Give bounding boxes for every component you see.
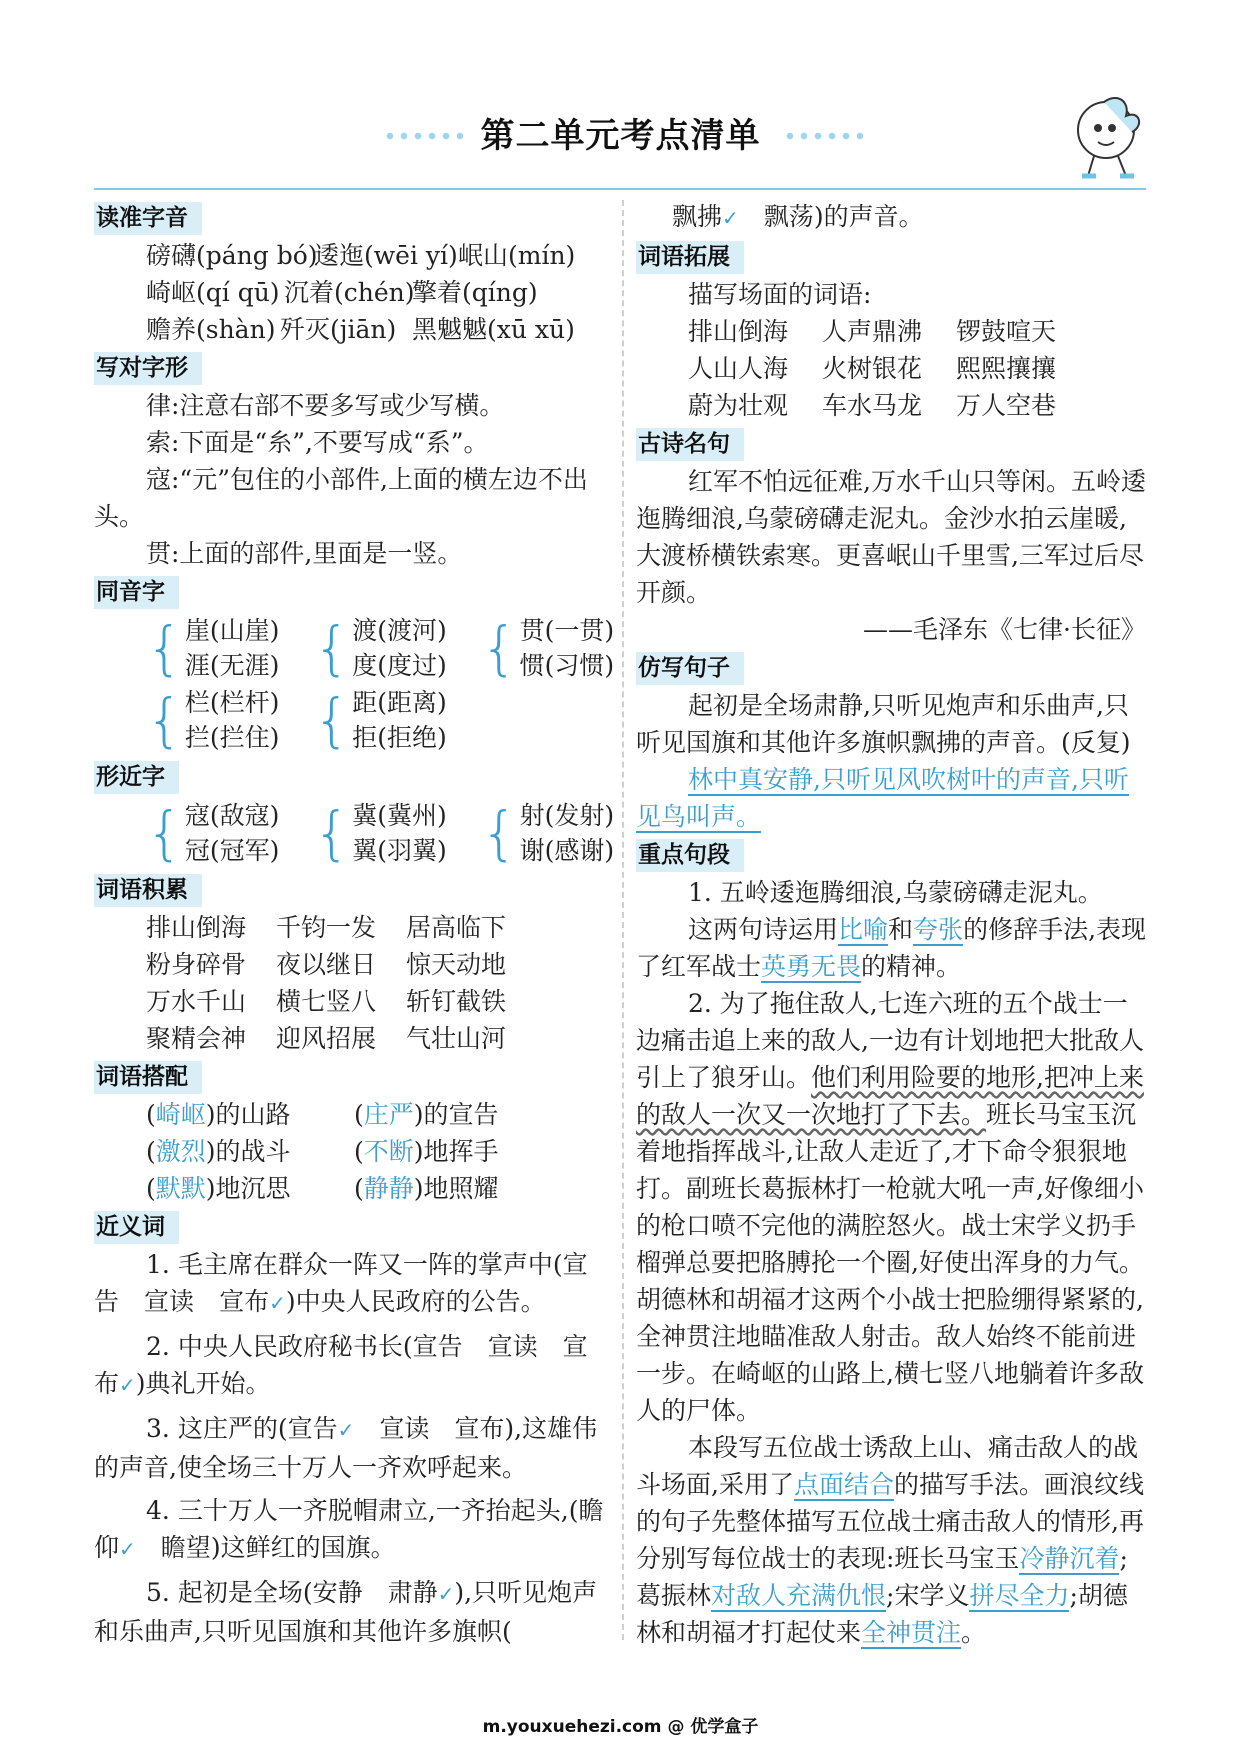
- synonym-item: 3. 这庄严的(宣告✓ 宣读 宣布),这雄伟的声音,使全场三十万人一齐欢呼起来。: [94, 1414, 598, 1482]
- check-mark-icon: ✓: [437, 1582, 455, 1606]
- check-mark-icon: ✓: [337, 1418, 355, 1442]
- section-heading-homophones: 同音字: [94, 576, 179, 609]
- word-expansion-row: 人山人海 火树银花 熙熙攘攘: [688, 354, 1057, 383]
- section-heading-imitation: 仿写句子: [636, 652, 744, 685]
- similar-char-group: [146, 798, 615, 868]
- synonym-continuation: 飘拂✓ 飘荡)的声音。: [672, 202, 924, 231]
- pronunciation-row: 崎岖(qí qū) 沉着(chén)擎着(qíng): [146, 278, 538, 307]
- synonym-item: 2. 中央人民政府秘书长(宣告 宣读 宣布✓)典礼开始。: [94, 1332, 588, 1398]
- section-heading-pronunciation: 读准字音: [94, 202, 202, 235]
- section-heading-classic-poems: 古诗名句: [636, 428, 744, 461]
- collocation-row: (默默)地沉思 (静静)地照耀: [146, 1174, 499, 1203]
- imitation-prompt: 起初是全场肃静,只听见炮声和乐曲声,只听见国旗和其他许多旗帜飘拂的声音。(反复): [636, 691, 1131, 757]
- pronunciation-row: 磅礴(páng bó)逶迤(wēi yí)岷山(mín): [146, 241, 576, 270]
- synonym-exercises: [94, 1246, 610, 1650]
- column-separator: [622, 200, 624, 1640]
- pronunciation-row: 赡养(shàn) 歼灭(jiān) 黑魆魆(xū xū): [146, 315, 575, 344]
- right-column: [636, 198, 1146, 1651]
- section-heading-vocabulary: 词语积累: [94, 874, 202, 907]
- word-expansion-row: 蔚为壮观 车水马龙 万人空巷: [688, 391, 1057, 420]
- section-heading-collocations: 词语搭配: [94, 1061, 202, 1094]
- key-passage-2-analysis: 本段写五位战士诱敌上山、痛击敌人的战斗场面,采用了点面结合的描写手法。画浪纹线的句子先整体描写五位战士痛击敌人的情形,再分别写每位战士的表现:班长马宝玉冷静沉着;葛振林对敌人充满仇恨;宋学义拼尽全力;胡德林和胡福才打起仗来全神贯注。: [636, 1433, 1144, 1647]
- section-heading-glyphs: 写对字形: [94, 352, 202, 385]
- brace-pair: { 崖(山崖) 涯(无涯): [146, 614, 280, 682]
- key-passage-2: 2. 为了拖住敌人,七连六班的五个战士一边痛击追上来的敌人,一边有计划地把大批敌人引上了狼牙山。他们利用险要的地形,把冲上来的敌人一次又一次地打了下去。班长马宝玉沉着地指挥战斗,让敌人走近了,才下命令狠狠地打。副班长葛振林打一枪就大吼一声,好像细小的枪口喷不完他的满腔怒火。战士宋学义扔手榴弹总要把胳膊抡一个圈,好使出浑身的力气。胡德林和胡福才这两个小战士把脸绷得紧紧的,全神贯注地瞄准敌人射击。敌人始终不能前进一步。在崎岖的山路上,横七竖八地躺着许多敌人的尸体。: [636, 989, 1144, 1425]
- pronunciation-list: [94, 237, 610, 348]
- collocation-row: (崎岖)的山路 (庄严)的宣告: [146, 1100, 499, 1129]
- brace-pair: { 渡(渡河) 度(度过): [313, 614, 447, 682]
- collocation-row: (激烈)的战斗 (不断)地挥手: [146, 1137, 499, 1166]
- footer-watermark: m.youxuehezi.com @ 优学盒子: [482, 1717, 759, 1737]
- vocabulary-row: 聚精会神 迎风招展 气壮山河: [146, 1024, 507, 1053]
- synonym-item: 1. 毛主席在群众一阵又一阵的掌声中(宣告 宣读 宣布✓)中央人民政府的公告。: [94, 1250, 588, 1316]
- section-heading-word-expansion: 词语拓展: [636, 241, 744, 274]
- brace-pair: { 贯(一贯) 惯(习惯): [480, 614, 615, 682]
- glyph-note: 律:注意右部不要多写或少写横。: [146, 391, 505, 420]
- section-heading-key-passages: 重点句段: [636, 839, 744, 872]
- brace-pair: { 冀(冀州) 翼(羽翼): [313, 799, 447, 867]
- brace-pair: { 距(距离) 拒(拒绝): [313, 686, 447, 754]
- brace-pair: { 射(发射) 谢(感谢): [480, 799, 615, 867]
- glyph-note: 贯:上面的部件,里面是一竖。: [146, 539, 463, 568]
- glyph-note: 寇:“元”包住的小部件,上面的横左边不出头。: [94, 465, 588, 531]
- brace-pair: { 寇(敌寇) 冠(冠军): [146, 799, 280, 867]
- left-column: [94, 198, 615, 1650]
- key-passage-1: 1. 五岭逶迤腾细浪,乌蒙磅礴走泥丸。: [688, 878, 1103, 907]
- word-expansion-list: [636, 313, 1146, 424]
- check-mark-icon: ✓: [119, 1537, 136, 1561]
- poem-text: 红军不怕远征难,万水千山只等闲。五岭逶迤腾细浪,乌蒙磅礴走泥丸。金沙水拍云崖暖,大渡桥横铁索寒。更喜岷山千里雪,三军过后尽开颜。: [636, 467, 1146, 607]
- synonym-item: 5. 起初是全场(安静 肃静✓),只听见炮声和乐曲声,只听见国旗和其他许多旗帜(: [94, 1578, 598, 1646]
- vocabulary-row: 排山倒海 千钧一发 居高临下: [146, 913, 507, 942]
- check-mark-icon: ✓: [119, 1373, 136, 1397]
- header-rule: [94, 188, 1146, 190]
- page-title: 第二单元考点清单: [480, 116, 761, 156]
- homophone-group: [146, 613, 615, 683]
- collocation-list: [94, 1096, 610, 1207]
- vocabulary-list: [94, 909, 610, 1057]
- word-expansion-row: 排山倒海 人声鼎沸 锣鼓喧天: [688, 317, 1057, 346]
- section-heading-synonyms: 近义词: [94, 1211, 179, 1244]
- vocabulary-row: 万水千山 横七竖八 斩钉截铁: [146, 987, 507, 1016]
- check-mark-icon: ✓: [722, 206, 739, 230]
- glyph-note: 索:下面是“糸”,不要写成“系”。: [146, 428, 489, 457]
- synonym-item: 4. 三十万人一齐脱帽肃立,一齐抬起头,(瞻仰✓ 瞻望)这鲜红的国旗。: [94, 1496, 604, 1562]
- word-expansion-intro: 描写场面的词语:: [688, 280, 872, 309]
- mascot-icon: [1068, 92, 1148, 184]
- poem-source: ——毛泽东《七律·长征》: [863, 615, 1146, 644]
- section-heading-similar-chars: 形近字: [94, 761, 179, 794]
- wavy-underlined-sentence: 他们利用险要的地形,把冲上来的敌人一次又一次地打了下去。: [636, 1063, 1144, 1129]
- check-mark-icon: ✓: [269, 1291, 286, 1315]
- key-passage-1-analysis: 这两句诗运用比喻和夸张的修辞手法,表现了红军战士英勇无畏的精神。: [636, 915, 1147, 981]
- homophone-group: [146, 685, 610, 755]
- brace-pair: { 栏(栏杆) 拦(拦住): [146, 686, 280, 754]
- imitation-answer: 林中真安静,只听见风吹树叶的声音,只听见鸟叫声。: [636, 765, 1129, 831]
- vocabulary-row: 粉身碎骨 夜以继日 惊天动地: [146, 950, 507, 979]
